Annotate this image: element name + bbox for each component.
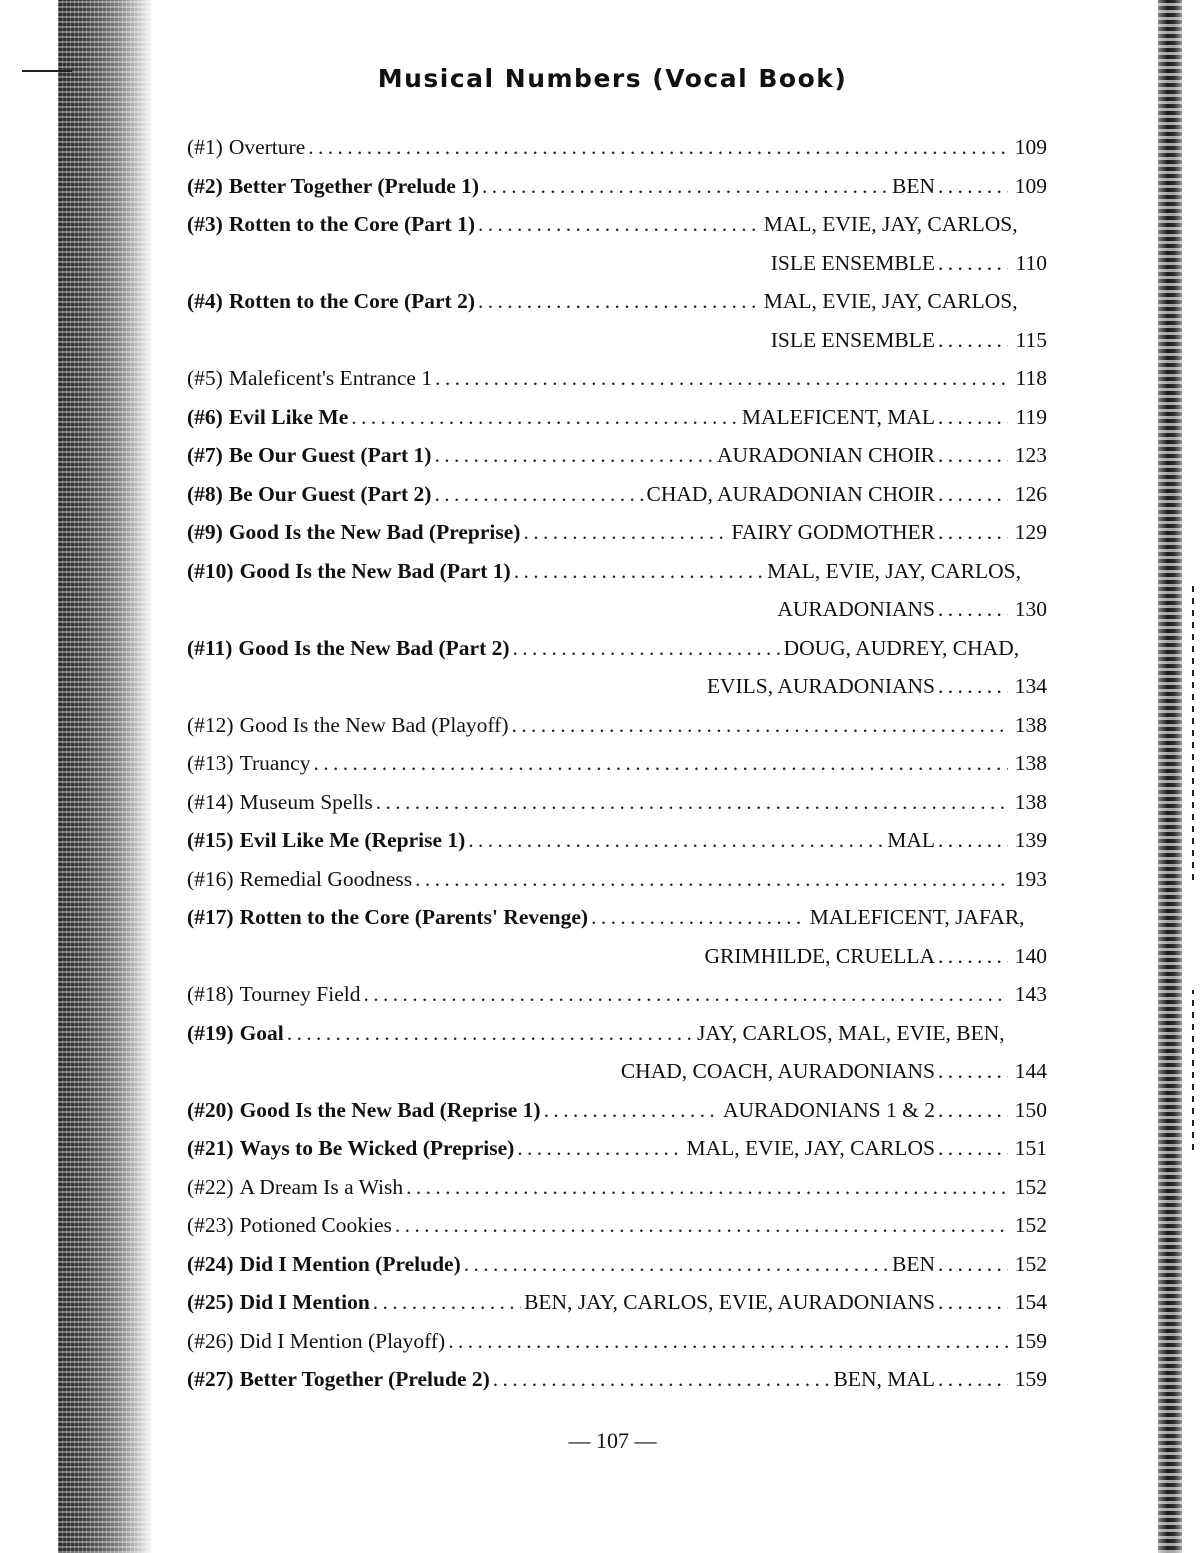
dot-leader [434, 436, 714, 475]
dot-leader [938, 167, 1008, 206]
entry-page: 123 [1014, 443, 1047, 467]
entry-cast: MALEFICENT, JAFAR, [809, 905, 1025, 929]
entry-page: 110 [1015, 250, 1047, 275]
entry-number: (#15) [187, 828, 234, 852]
toc-entry [187, 975, 1047, 1014]
toc-entry-continuation [187, 244, 1047, 283]
toc-entry [187, 359, 1047, 398]
entry-cast: EVILS, AURADONIANS [706, 674, 935, 698]
toc-entry [187, 282, 1047, 321]
dot-leader [308, 128, 1008, 167]
entry-number: (#13) [187, 751, 234, 775]
toc-entry [187, 552, 1047, 591]
entry-title: Evil Like Me [228, 404, 349, 429]
entry-number: (#20) [187, 1097, 234, 1122]
toc-entry [187, 167, 1047, 206]
dot-leader [517, 1129, 683, 1168]
entry-number: (#25) [187, 1290, 234, 1314]
entry-number: (#10) [187, 558, 234, 583]
entry-page: 109 [1014, 135, 1047, 159]
dot-leader [482, 167, 889, 206]
entry-cast: BEN [892, 1251, 935, 1276]
dot-leader [363, 975, 1008, 1014]
toc-entry [187, 513, 1047, 552]
entry-number: (#6) [187, 404, 223, 429]
entry-title: Good Is the New Bad (Playoff) [239, 712, 509, 737]
entry-cast: AURADONIAN CHOIR [717, 443, 935, 467]
entry-page: 143 [1014, 982, 1047, 1006]
dot-leader [376, 783, 1008, 822]
toc-entry [187, 1283, 1047, 1322]
entry-number: (#5) [187, 366, 223, 390]
dot-leader [938, 821, 1008, 860]
page-number: — 107 — [568, 1428, 657, 1453]
scan-right-edge [1158, 0, 1182, 1553]
toc-entry-continuation [187, 937, 1047, 976]
entry-number: (#4) [187, 289, 223, 313]
dot-leader [373, 1283, 521, 1322]
entry-number: (#16) [187, 866, 234, 891]
toc-entry [187, 1129, 1047, 1168]
entry-title: A Dream Is a Wish [239, 1174, 404, 1199]
page-title: Musical Numbers (Vocal Book) [377, 64, 848, 93]
entry-cast: MAL, EVIE, JAY, CARLOS, [763, 289, 1018, 313]
entry-title: Good Is the New Bad (Part 2) [238, 635, 510, 660]
toc-entry [187, 629, 1047, 668]
entry-title: Be Our Guest (Part 2) [228, 481, 432, 506]
dot-leader [406, 1168, 1008, 1207]
dot-leader [493, 1360, 831, 1399]
entry-title: Goal [239, 1020, 284, 1045]
entry-cast: ISLE ENSEMBLE [770, 250, 935, 275]
entry-title: Ways to Be Wicked (Preprise) [239, 1136, 515, 1160]
entry-page: 159 [1014, 1328, 1047, 1353]
entry-page: 134 [1014, 674, 1047, 698]
entry-number: (#14) [187, 789, 234, 814]
dot-leader [938, 436, 1008, 475]
entry-number: (#3) [187, 212, 223, 236]
entry-title: Rotten to the Core (Parents' Revenge) [239, 905, 589, 929]
entry-title: Remedial Goodness [239, 866, 413, 891]
dot-leader [591, 898, 807, 937]
entry-page: 151 [1014, 1136, 1047, 1160]
toc-entry [187, 205, 1047, 244]
toc-entry [187, 128, 1047, 167]
dot-leader [938, 590, 1008, 629]
dot-leader [478, 205, 761, 244]
entry-number: (#8) [187, 481, 223, 506]
scan-edge-line [1192, 990, 1194, 1150]
dot-leader [938, 244, 1008, 283]
entry-number: (#9) [187, 520, 223, 544]
entry-title: Museum Spells [239, 789, 373, 814]
toc-entry [187, 1245, 1047, 1284]
dot-leader [468, 821, 884, 860]
dot-leader [513, 629, 781, 668]
toc-entry-continuation [187, 590, 1047, 629]
dot-leader [544, 1091, 720, 1130]
entry-number: (#27) [187, 1367, 234, 1391]
entry-number: (#22) [187, 1174, 234, 1199]
entry-page: 139 [1014, 828, 1047, 852]
entry-title: Maleficent's Entrance 1 [228, 366, 433, 390]
toc-entry [187, 1360, 1047, 1399]
entry-cast: AURADONIANS [777, 597, 935, 621]
entry-cast: BEN, MAL [833, 1367, 935, 1391]
entry-title: Potioned Cookies [239, 1213, 392, 1237]
dot-leader [448, 1322, 1008, 1361]
dot-leader [313, 744, 1008, 783]
entry-number: (#18) [187, 982, 234, 1006]
entry-cast: BEN, JAY, CARLOS, EVIE, AURADONIANS [524, 1290, 935, 1314]
dot-leader [511, 706, 1008, 745]
dot-leader [464, 1245, 889, 1284]
toc-entry [187, 821, 1047, 860]
entry-page: 129 [1014, 520, 1047, 544]
toc-entry [187, 398, 1047, 437]
entry-page: 140 [1014, 943, 1047, 968]
toc-entry [187, 1322, 1047, 1361]
entry-number: (#1) [187, 135, 223, 159]
entry-title: Be Our Guest (Part 1) [228, 443, 432, 467]
entry-cast: CHAD, AURADONIAN CHOIR [646, 481, 935, 506]
toc-entry [187, 475, 1047, 514]
entry-page: 159 [1014, 1367, 1047, 1391]
entry-title: Better Together (Prelude 2) [239, 1367, 490, 1391]
entry-page: 150 [1014, 1097, 1047, 1122]
dot-leader [938, 1245, 1008, 1284]
toc-entry [187, 860, 1047, 899]
dot-leader [351, 398, 739, 437]
entry-page: 152 [1014, 1174, 1047, 1199]
dot-leader [938, 513, 1008, 552]
entry-page: 152 [1014, 1213, 1047, 1237]
entry-page: 138 [1014, 789, 1047, 814]
toc-entry [187, 744, 1047, 783]
entry-title: Truancy [239, 751, 311, 775]
entry-page: 138 [1014, 712, 1047, 737]
entry-title: Rotten to the Core (Part 2) [228, 289, 475, 313]
entry-cast: MALEFICENT, MAL [741, 404, 935, 429]
entry-number: (#24) [187, 1251, 234, 1276]
entry-cast: MAL [887, 828, 935, 852]
dot-leader [938, 398, 1008, 437]
dot-leader [514, 552, 764, 591]
scan-binding-shadow [58, 0, 153, 1553]
entry-cast: FAIRY GODMOTHER [731, 520, 935, 544]
entry-cast: BEN [892, 173, 935, 198]
toc-entry [187, 1168, 1047, 1207]
entry-title: Better Together (Prelude 1) [228, 173, 480, 198]
entry-title: Overture [228, 135, 306, 159]
toc-entry [187, 783, 1047, 822]
entry-page: 118 [1015, 366, 1047, 390]
entry-number: (#23) [187, 1213, 234, 1237]
entry-title: Tourney Field [239, 982, 361, 1006]
dot-leader [938, 475, 1008, 514]
toc-entry [187, 1014, 1047, 1053]
entry-title: Good Is the New Bad (Preprise) [228, 520, 521, 544]
dot-leader [434, 475, 643, 514]
entry-cast: DOUG, AUDREY, CHAD, [783, 635, 1020, 660]
entry-page: 193 [1014, 866, 1047, 891]
dot-leader [287, 1014, 694, 1053]
entry-number: (#21) [187, 1136, 234, 1160]
entry-cast: MAL, EVIE, JAY, CARLOS, [767, 558, 1021, 583]
entry-title: Did I Mention (Playoff) [239, 1328, 446, 1353]
dot-leader [938, 321, 1008, 360]
toc-entry-continuation [187, 1052, 1047, 1091]
table-of-contents [187, 128, 1047, 1399]
entry-cast: CHAD, COACH, AURADONIANS [620, 1059, 935, 1083]
entry-page: 138 [1014, 751, 1047, 775]
entry-cast: MAL, EVIE, JAY, CARLOS [686, 1136, 935, 1160]
entry-number: (#19) [187, 1020, 234, 1045]
entry-title: Good Is the New Bad (Part 1) [239, 558, 511, 583]
scan-edge-line [1192, 580, 1194, 880]
entry-cast: ISLE ENSEMBLE [770, 327, 935, 352]
toc-entry [187, 1091, 1047, 1130]
entry-title: Evil Like Me (Reprise 1) [239, 828, 466, 852]
toc-entry [187, 898, 1047, 937]
dot-leader [395, 1206, 1008, 1245]
entry-page: 130 [1014, 597, 1047, 621]
dot-leader [938, 1360, 1008, 1399]
entry-title: Good Is the New Bad (Reprise 1) [239, 1097, 541, 1122]
entry-number: (#26) [187, 1328, 234, 1353]
dot-leader [435, 359, 1008, 398]
entry-number: (#2) [187, 173, 223, 198]
dot-leader [523, 513, 728, 552]
entry-page: 152 [1014, 1251, 1047, 1276]
dot-leader [415, 860, 1008, 899]
entry-cast: GRIMHILDE, CRUELLA [704, 943, 935, 968]
entry-cast: AURADONIANS 1 & 2 [722, 1097, 935, 1122]
toc-entry-continuation [187, 667, 1047, 706]
entry-number: (#11) [187, 635, 233, 660]
entry-cast: MAL, EVIE, JAY, CARLOS, [763, 212, 1018, 236]
entry-number: (#17) [187, 905, 234, 929]
entry-title: Rotten to the Core (Part 1) [228, 212, 475, 236]
toc-entry [187, 706, 1047, 745]
entry-page: 115 [1015, 327, 1047, 352]
toc-entry-continuation [187, 321, 1047, 360]
entry-page: 126 [1014, 481, 1047, 506]
entry-page: 154 [1014, 1290, 1047, 1314]
entry-number: (#7) [187, 443, 223, 467]
dot-leader [938, 1052, 1008, 1091]
entry-title: Did I Mention (Prelude) [239, 1251, 461, 1276]
entry-number: (#12) [187, 712, 234, 737]
dot-leader [938, 937, 1008, 976]
entry-cast: JAY, CARLOS, MAL, EVIE, BEN, [697, 1020, 1005, 1045]
dot-leader [938, 1129, 1008, 1168]
dot-leader [938, 1283, 1008, 1322]
entry-title: Did I Mention [239, 1290, 370, 1314]
dot-leader [938, 667, 1008, 706]
entry-page: 109 [1014, 173, 1047, 198]
entry-page: 119 [1015, 404, 1047, 429]
dot-leader [478, 282, 761, 321]
entry-page: 144 [1014, 1059, 1047, 1083]
toc-entry [187, 1206, 1047, 1245]
dot-leader [938, 1091, 1008, 1130]
toc-entry [187, 436, 1047, 475]
